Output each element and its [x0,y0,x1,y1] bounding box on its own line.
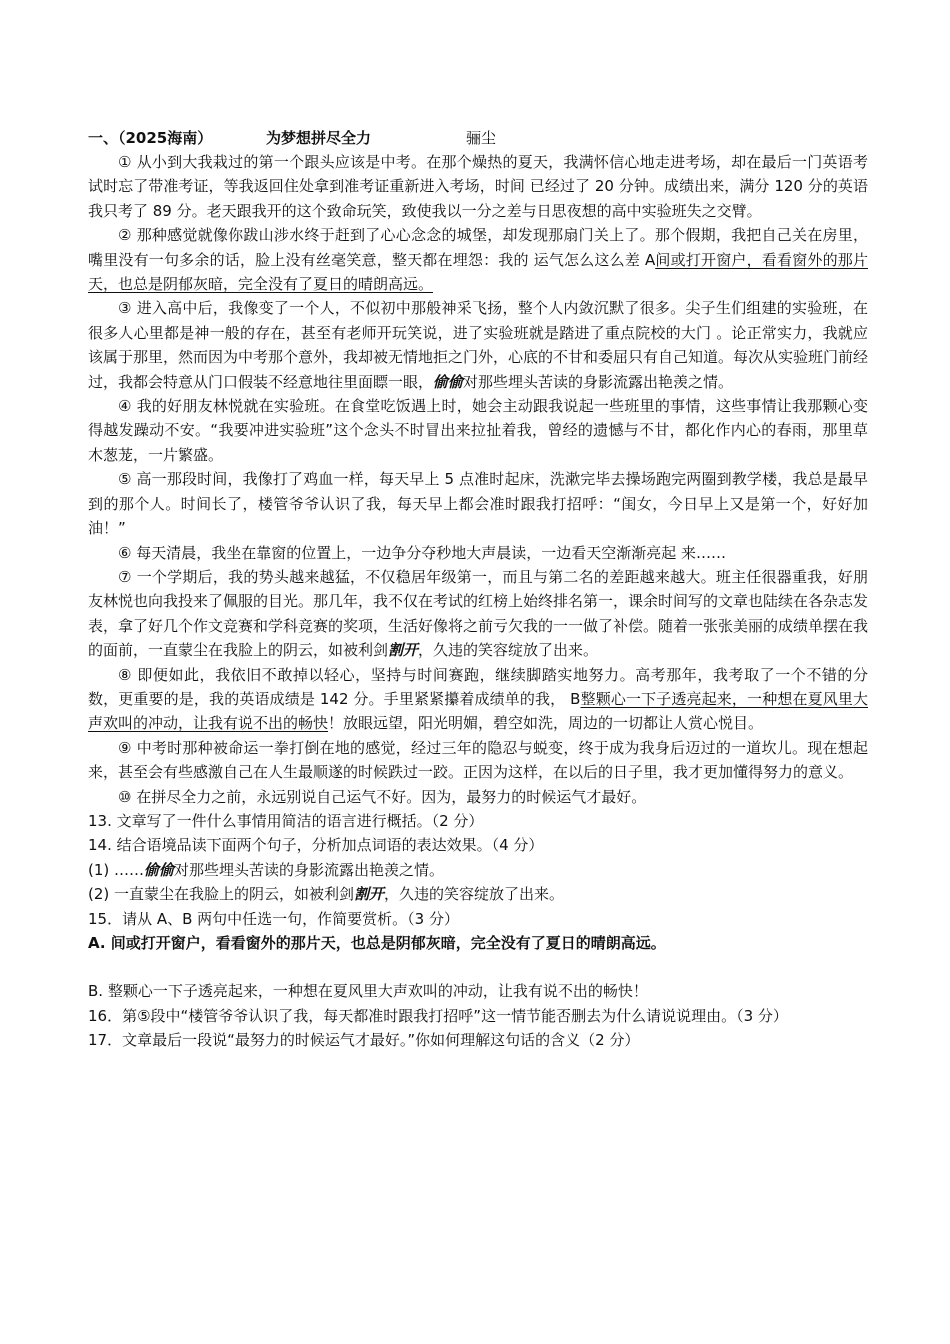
paragraph-10: ⑩ 在拼尽全力之前，永远别说自己运气不好。因为，最努力的时候运气才最好。 [118,787,647,806]
question-14-item-2-text: (2) 一直蒙尘在我脸上的阴云，如被利剑 [88,885,355,904]
question-14-item-1-text: 对那些埋头苦读的身影流露出艳羡之情。 [174,860,445,879]
paragraph-7 [88,565,868,663]
paragraph-8-text: ⑧ 即便如此，我依旧不敢掉以轻心，坚持与时间赛跑，继续脚踏实地努力。高考那年，我考取了一个不错的分数，更重要的是，我的英语成绩是 142 分。手里紧紧攥着成绩单的我， B [88,665,868,708]
question-15: 15．请从 A、B 两句中任选一句，作简要赏析。（3 分） [88,909,459,928]
question-14-item-1 [88,858,868,882]
question-14-item-1-prefix: (1) …… [88,860,145,879]
paragraph-8 [88,663,868,736]
spacer [88,955,868,979]
paragraph-7-tail: ，久违的笑容绽放了出来。 [418,641,599,660]
paragraph-3-text: ③ 进入高中后，我像变了一个人，不似初中那般神采飞扬，整个人内敛沉默了很多。尖子生们组建的实验班，在很多人心里都是神一般的存在，甚至有老师开玩笑说，进了实验班就是踏进了重点院校的大门 。论正常实力，我就应该属于那里，然而因为中考那个意外，我却被无情地拒之门外，心底的不甘和委屈只有自己知道。每次从实验班门前经过，我都会特意从门口假装不经意地往里面瞟一眼， [88,299,869,391]
paragraph-4: ④ 我的好朋友林悦就在实验班。在食堂吃饭遇上时，她会主动跟我说起一些班里的事情，这些事情让我那颗心变得越发躁动不安。“我要冲进实验班”这个念头不时冒出来拉扯着我，曾经的遗憾与不甘，都化作内心的春雨，那里草木葱茏，一片繁盛。 [88,397,868,464]
paragraph-8-tail: ！放眼远望，阳光明媚，碧空如洗，周边的一切都让人赏心悦目。 [328,714,764,733]
question-17: 17．文章最后一段说“最努力的时候运气才最好。”你如何理解这句话的含义（2 分） [88,1031,640,1050]
question-14-item-2-tail: ，久违的笑容绽放了出来。 [384,885,565,904]
document-page [88,126,868,1053]
question-14-word-2: 割开 [354,885,385,904]
underlined-sentence-b: 整颗心一下子透亮起来，一种想在夏风里大声欢叫的冲动，让我有说不出的畅快 [88,689,868,733]
question-14-word-1: 偷偷 [144,860,175,879]
article-header [88,126,868,150]
dotted-word-gekai: 割开 [388,641,419,660]
section-label: 一、（2025海南） [88,129,213,147]
paragraph-7-text: ⑦ 一个学期后，我的势头越来越猛，不仅稳居年级第一，而且与第二名的差距越来越大。班主任很器重我，好朋友林悦也向我投来了佩服的目光。那几年，我不仅在考试的红榜上始终排名第一，课余时间写的文章也陆续在各杂志发表，拿了好几个作文竞赛和学科竞赛的奖项，生活好像将之前亏欠我的一一做了补偿。随着一张张美丽的成绩单摆在我的面前，一直蒙尘在我脸上的阴云，如被利剑 [88,567,869,660]
question-13: 13. 文章写了一件什么事情用简洁的语言进行概括。（2 分） [88,811,484,830]
question-14: 14. 结合语境品读下面两个句子，分析加点词语的表达效果。（4 分） [88,836,544,855]
article-title: 为梦想拼尽全力 [266,129,372,147]
dotted-word-toutou: 偷偷 [433,372,464,391]
article-author: 骊尘 [466,129,497,147]
paragraph-2-text: ② 那种感觉就像你跋山涉水终于赶到了心心念念的城堡，却发现那扇门关上了。那个假期，我把自己关在房里，嘴里没有一句多余的话，脸上没有丝毫笑意，整天都在埋怨：我的 运气怎么这么差 A [88,226,868,269]
paragraph-2 [88,223,868,296]
paragraph-9: ⑨ 中考时那种被命运一拳打倒在地的感觉，经过三年的隐忍与蜕变，终于成为我身后迈过的一道坎儿。现在想起来，甚至会有些感激自己在人生最顺遂的时候跌过一跤。正因为这样，在以后的日子里，我才更加懂得努力的意义。 [88,738,868,782]
paragraph-3 [88,296,868,394]
paragraph-3-tail: 对那些埋头苦读的身影流露出艳羡之情。 [463,372,734,391]
question-14-item-2 [88,882,868,906]
paragraph-5: ⑤ 高一那段时间，我像打了鸡血一样，每天早上 5 点准时起床，洗漱完毕去操场跑完两圈到教学楼，我总是最早到的那个人。时间长了，楼管爷爷认识了我，每天早上都会准时跟我打招呼：“闺女，今日早上又是第一个，好好加油！” [88,470,868,538]
question-16: 16．第⑤段中“楼管爷爷认识了我，每天都准时跟我打招呼”这一情节能否删去为什么请说说理由。（3 分） [88,1006,788,1025]
underlined-sentence-a: 间或打开窗户，看看窗外的那片天，也总是阴郁灰暗，完全没有了夏日的晴朗高远。 [88,250,868,294]
paragraph-6: ⑥ 每天清晨，我坐在靠窗的位置上，一边争分夺秒地大声晨读，一边看天空渐渐亮起 来…… [118,543,726,562]
paragraph-1: ① 从小到大我栽过的第一个跟头应该是中考。在那个燥热的夏天，我满怀信心地走进考场，却在最后一门英语考试时忘了带准考证，等我返回住处拿到准考证重新进入考场，时间 已经过了 20 分钟。成绩出来，满分 120 分的英语我只考了 89 分。老天跟我开的这个致命玩笑，致使我以一分之差与日思夜想的高中实验班失之交臂。 [88,153,868,220]
question-15-option-b: B. 整颗心一下子透亮起来，一种想在夏风里大声欢叫的冲动，让我有说不出的畅快！ [88,982,648,1001]
question-15-option-a: A. 间或打开窗户，看看窗外的那片天，也总是阴郁灰暗，完全没有了夏日的晴朗高远。 [88,934,666,952]
